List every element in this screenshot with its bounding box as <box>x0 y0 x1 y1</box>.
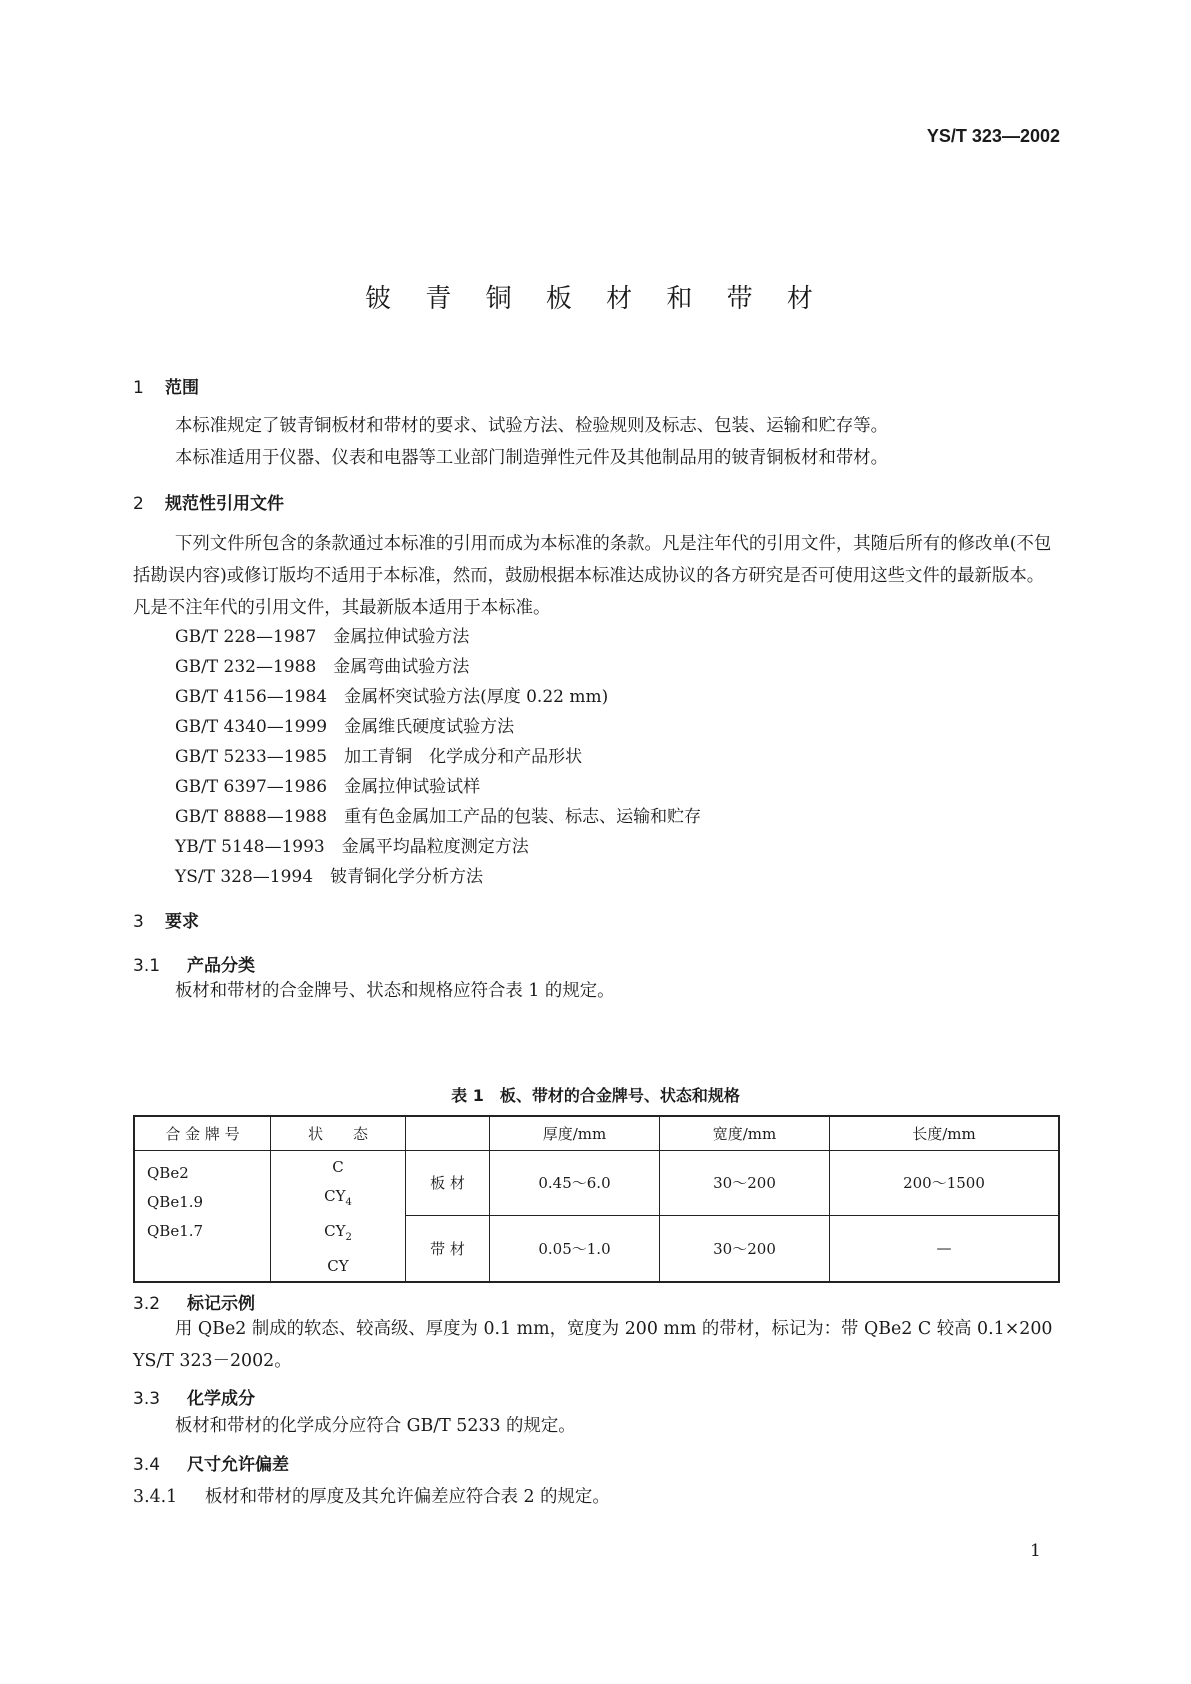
reference-code: GB/T 228—1987 <box>175 627 317 647</box>
header-alloy: 合 金 牌 号 <box>134 1116 271 1150</box>
reference-item <box>175 832 529 857</box>
section-3-3-heading <box>133 1384 255 1409</box>
section-number: 3.4.1 <box>133 1487 178 1507</box>
type-cell: 板 材 <box>406 1150 490 1216</box>
paragraph: 本标准适用于仪器、仪表和电器等工业部门制造弹性元件及其他制品用的铍青铜板材和带材。 <box>175 448 889 468</box>
reference-name: 加工青铜 化学成分和产品形状 <box>344 747 583 767</box>
state-cell <box>271 1150 406 1282</box>
alloy-item: QBe2 <box>147 1163 189 1182</box>
state-item: $CY_2$ <box>324 1221 352 1243</box>
section-title: 尺寸允许偏差 <box>187 1455 289 1475</box>
section-number: 1 <box>133 378 144 398</box>
section-number: 3 <box>133 912 144 932</box>
alloy-item: QBe1.9 <box>147 1192 204 1211</box>
header-type <box>406 1116 490 1150</box>
clause-text: 板材和带材的厚度及其允许偏差应符合表 2 的规定。 <box>205 1487 610 1507</box>
alloy-cell <box>134 1150 271 1282</box>
section-title: 要求 <box>165 912 199 932</box>
width-cell: 30～200 <box>660 1150 830 1216</box>
reference-code: GB/T 8888—1988 <box>175 807 328 827</box>
section-title: 规范性引用文件 <box>165 494 284 514</box>
section-3-1-heading <box>133 951 255 976</box>
section-title: 化学成分 <box>187 1389 255 1409</box>
reference-item <box>175 622 469 647</box>
reference-name: 金属平均晶粒度测定方法 <box>341 837 529 857</box>
standard-number: YS/T 323—2002 <box>926 126 1060 146</box>
reference-item <box>175 712 514 737</box>
section-3-heading <box>133 907 199 932</box>
table-caption: 表 1 板、带材的合金牌号、状态和规格 <box>451 1086 740 1105</box>
section-number: 3.3 <box>133 1389 161 1409</box>
reference-code: GB/T 6397—1986 <box>175 777 328 797</box>
section-3-2-heading <box>133 1289 255 1314</box>
section-title: 产品分类 <box>187 956 255 976</box>
reference-code: GB/T 4340—1999 <box>175 717 328 737</box>
reference-name: 金属维氏硬度试验方法 <box>344 717 515 737</box>
section-3-4-heading <box>133 1450 289 1475</box>
reference-code: YB/T 5148—1993 <box>175 837 325 857</box>
section-number: 3.4 <box>133 1455 161 1475</box>
length-cell: — <box>830 1216 1060 1282</box>
section-number: 2 <box>133 494 144 514</box>
reference-item <box>175 742 582 767</box>
reference-item <box>175 652 469 677</box>
reference-code: GB/T 232—1988 <box>175 657 317 677</box>
paragraph: 板材和带材的合金牌号、状态和规格应符合表 1 的规定。 <box>175 981 615 1001</box>
header-width: 宽度/mm <box>660 1116 830 1150</box>
section-number: 3.2 <box>133 1294 161 1314</box>
length-cell: 200～1500 <box>830 1150 1060 1216</box>
reference-code: GB/T 4156—1984 <box>175 687 328 707</box>
reference-name: 金属拉伸试验试样 <box>344 777 481 797</box>
type-cell: 带 材 <box>406 1216 490 1282</box>
reference-name: 金属弯曲试验方法 <box>333 657 470 677</box>
width-cell: 30～200 <box>660 1216 830 1282</box>
paragraph: 用 QBe2 制成的软态、较高级、厚度为 0.1 mm，宽度为 200 mm 的带材，标记为：带 QBe2 C 较高 0.1×200 YS/T 323－2002。 <box>133 1319 1070 1371</box>
state-item: C <box>332 1157 344 1176</box>
reference-item <box>175 802 701 827</box>
section-number: 3.1 <box>133 956 161 976</box>
table-1 <box>133 1115 1060 1283</box>
paragraph: 下列文件所包含的条款通过本标准的引用而成为本标准的条款。凡是注年代的引用文件，其随后所有的修改单(不包括勘误内容)或修订版均不适用于本标准，然而，鼓励根据本标准达成协议的各方研究是否可使用这些文件的最新版本。凡是不注年代的引用文件，其最新版本适用于本标准。 <box>133 534 1052 618</box>
reference-item <box>175 862 483 887</box>
section-3-4-1 <box>133 1482 610 1507</box>
reference-name: 金属拉伸试验方法 <box>333 627 470 647</box>
reference-code: YS/T 328—1994 <box>175 867 314 887</box>
section-2-heading <box>133 489 284 514</box>
section-1-heading <box>133 373 199 398</box>
reference-code: GB/T 5233—1985 <box>175 747 328 767</box>
state-item: $CY_4$ <box>324 1186 352 1208</box>
header-thickness: 厚度/mm <box>490 1116 660 1150</box>
reference-name: 铍青铜化学分析方法 <box>330 867 484 887</box>
section-title: 范围 <box>165 378 199 398</box>
alloy-item: QBe1.7 <box>147 1221 204 1240</box>
reference-item <box>175 772 480 797</box>
document-title: 铍 青 铜 板 材 和 带 材 <box>365 284 826 314</box>
state-item: CY <box>327 1256 349 1275</box>
reference-name: 金属杯突试验方法(厚度 0.22 mm) <box>344 687 609 707</box>
reference-item <box>175 682 608 707</box>
section-title: 标记示例 <box>187 1294 255 1314</box>
header-state: 状 态 <box>271 1116 406 1150</box>
thickness-cell: 0.45～6.0 <box>490 1150 660 1216</box>
reference-name: 重有色金属加工产品的包装、标志、运输和贮存 <box>344 807 702 827</box>
thickness-cell: 0.05～1.0 <box>490 1216 660 1282</box>
paragraph: 本标准规定了铍青铜板材和带材的要求、试验方法、检验规则及标志、包装、运输和贮存等。 <box>175 416 889 436</box>
header-length: 长度/mm <box>830 1116 1060 1150</box>
paragraph: 板材和带材的化学成分应符合 GB/T 5233 的规定。 <box>175 1416 576 1436</box>
page-number: 1 <box>1030 1541 1041 1561</box>
